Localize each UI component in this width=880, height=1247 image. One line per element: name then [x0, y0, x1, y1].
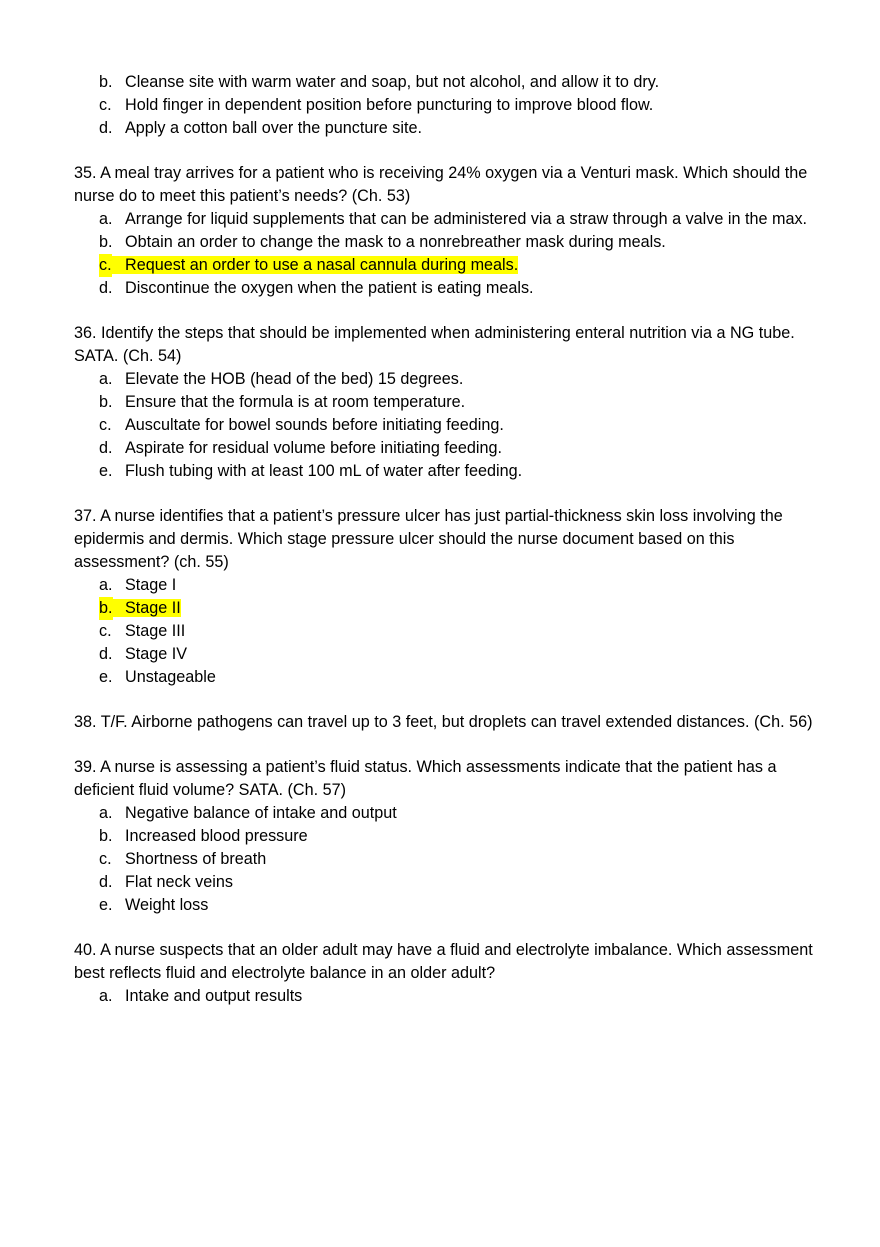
spacer [74, 140, 820, 162]
option-text: Increased blood pressure [125, 827, 308, 845]
option-d [74, 643, 820, 666]
option-text: Hold finger in dependent position before puncturing to improve blood flow. [125, 96, 654, 114]
option-letter: d. [99, 279, 113, 297]
option-e [74, 894, 820, 917]
option-text: Stage I [125, 576, 177, 594]
option-d [74, 117, 820, 140]
option-letter: c. [99, 96, 112, 114]
spacer [74, 734, 820, 756]
option-text: Ensure that the formula is at room temperature. [125, 393, 466, 411]
option-letter: c. [99, 850, 112, 868]
option-c-highlighted-answer [74, 254, 820, 277]
question-35 [74, 162, 820, 300]
option-letter: d. [99, 873, 113, 891]
option-text: Negative balance of intake and output [125, 804, 397, 822]
question-36 [74, 322, 820, 483]
option-letter: a. [99, 804, 113, 822]
option-letter: e. [99, 668, 113, 686]
option-letter: c. [99, 254, 112, 277]
option-c [74, 620, 820, 643]
option-text: Intake and output results [125, 987, 303, 1005]
option-d [74, 871, 820, 894]
option-letter: b. [99, 233, 113, 251]
option-text: Request an order to use a nasal cannula during meals. [99, 256, 518, 274]
option-letter: b. [99, 827, 113, 845]
question-37 [74, 505, 820, 689]
option-list [74, 368, 820, 483]
option-letter: a. [99, 576, 113, 594]
option-b [74, 71, 820, 94]
option-text: Shortness of breath [125, 850, 267, 868]
option-letter: e. [99, 462, 113, 480]
question-text: 37. A nurse identifies that a patient’s pressure ulcer has just partial-thickness skin loss involving the epidermis and dermis. Which stage pressure ulcer should the nurse document based on this assessment? (ch. 55) [74, 507, 783, 571]
option-text: Unstageable [125, 668, 216, 686]
option-text: Weight loss [125, 896, 209, 914]
option-e [74, 460, 820, 483]
option-letter: d. [99, 645, 113, 663]
option-b [74, 825, 820, 848]
option-letter: a. [99, 987, 113, 1005]
option-text: Flat neck veins [125, 873, 233, 891]
option-a [74, 208, 820, 231]
spacer [74, 689, 820, 711]
question-39 [74, 756, 820, 917]
spacer [74, 483, 820, 505]
option-d [74, 437, 820, 460]
question-text: 36. Identify the steps that should be implemented when administering enteral nutrition via a NG tube. SATA. (Ch. 54) [74, 324, 795, 365]
option-d [74, 277, 820, 300]
option-list [74, 574, 820, 689]
spacer [74, 917, 820, 939]
question-text: 38. T/F. Airborne pathogens can travel up to 3 feet, but droplets can travel extended distances. (Ch. 56) [74, 713, 813, 731]
option-a [74, 368, 820, 391]
option-text: Aspirate for residual volume before initiating feeding. [125, 439, 503, 457]
option-text: Stage IV [125, 645, 188, 663]
option-list [74, 985, 820, 1008]
option-text: Discontinue the oxygen when the patient is eating meals. [125, 279, 534, 297]
option-b [74, 231, 820, 254]
spacer [74, 300, 820, 322]
option-c [74, 94, 820, 117]
option-letter: a. [99, 370, 113, 388]
option-a [74, 574, 820, 597]
question-34-continuation [74, 71, 820, 140]
option-letter: b. [99, 393, 113, 411]
option-letter: b. [99, 73, 113, 91]
option-text: Stage III [125, 622, 186, 640]
option-list [74, 71, 820, 140]
option-c [74, 414, 820, 437]
option-b [74, 391, 820, 414]
option-letter: a. [99, 210, 113, 228]
option-a [74, 985, 820, 1008]
option-letter: e. [99, 896, 113, 914]
option-letter: c. [99, 622, 112, 640]
option-text: Apply a cotton ball over the puncture site. [125, 119, 422, 137]
option-text: Elevate the HOB (head of the bed) 15 degrees. [125, 370, 464, 388]
option-text: Cleanse site with warm water and soap, but not alcohol, and allow it to dry. [125, 73, 660, 91]
option-text: Obtain an order to change the mask to a nonrebreather mask during meals. [125, 233, 666, 251]
option-b-highlighted-answer [74, 597, 820, 620]
option-text: Auscultate for bowel sounds before initiating feeding. [125, 416, 504, 434]
option-c [74, 848, 820, 871]
question-40 [74, 939, 820, 1008]
option-text: Stage II [99, 599, 181, 617]
option-letter: b. [99, 597, 113, 620]
option-letter: c. [99, 416, 112, 434]
question-text: 35. A meal tray arrives for a patient who is receiving 24% oxygen via a Venturi mask. Which should the nurse do to meet this patient’s needs? (Ch. 53) [74, 164, 808, 205]
option-e [74, 666, 820, 689]
option-a [74, 802, 820, 825]
question-38 [74, 711, 820, 734]
option-text: Flush tubing with at least 100 mL of water after feeding. [125, 462, 523, 480]
option-list [74, 802, 820, 917]
question-text: 39. A nurse is assessing a patient’s fluid status. Which assessments indicate that the patient has a deficient fluid volume? SATA. (Ch. 57) [74, 758, 777, 799]
option-letter: d. [99, 439, 113, 457]
option-list [74, 208, 820, 300]
option-text: Arrange for liquid supplements that can be administered via a straw through a valve in the max. [125, 210, 808, 228]
option-letter: d. [99, 119, 113, 137]
question-text: 40. A nurse suspects that an older adult may have a fluid and electrolyte imbalance. Which assessment best reflects fluid and electrolyte balance in an older adult? [74, 941, 813, 982]
